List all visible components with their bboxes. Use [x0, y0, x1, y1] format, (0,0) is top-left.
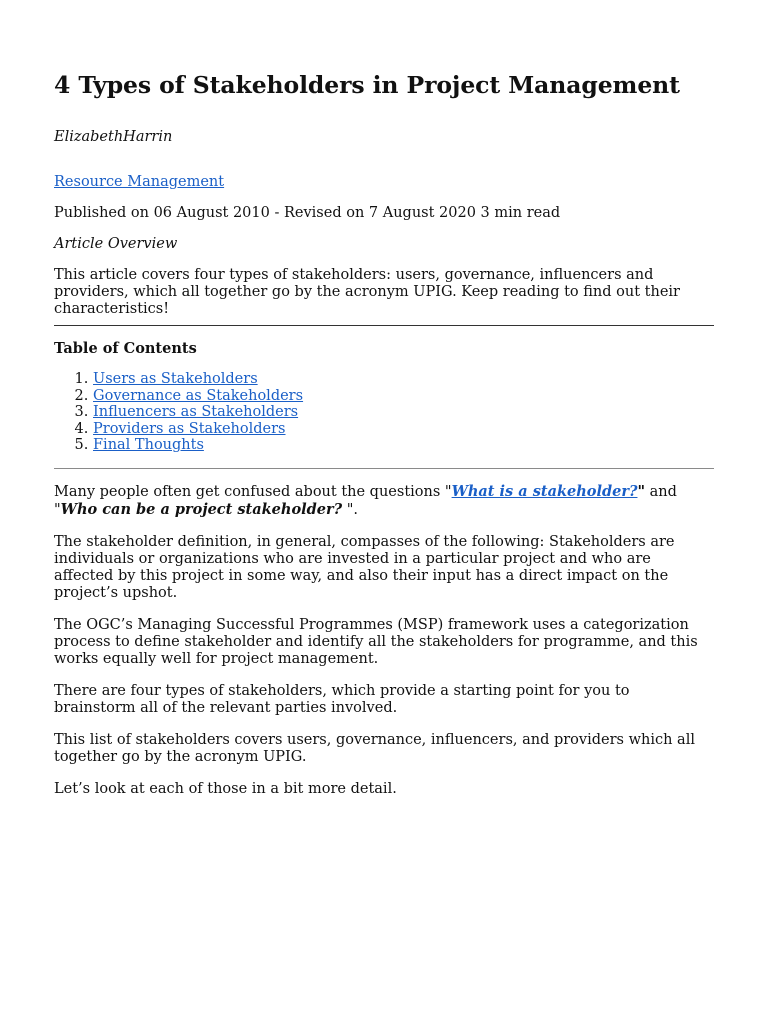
- toc-link-users[interactable]: Users as Stakeholders: [93, 371, 258, 387]
- paragraph-msp: The OGC’s Managing Successful Programmes (MSP) framework uses a categorization process to define stakeholder and identify all the stakeholders for programme, and this works equally well for project management.: [54, 616, 698, 667]
- category-link[interactable]: Resource Management: [54, 174, 225, 190]
- article-overview-label: Article Overview: [54, 236, 178, 252]
- toc-item-influencers: [93, 404, 714, 421]
- summary-divider: [54, 325, 714, 326]
- paragraph-upig: This list of stakeholders covers users, governance, influencers, and providers which all together go by the acronym UPIG.: [54, 731, 695, 765]
- toc-link-final-thoughts[interactable]: Final Thoughts: [93, 437, 204, 454]
- toc-item-users: [93, 371, 714, 388]
- toc-link-governance[interactable]: Governance as Stakeholders: [93, 387, 304, 404]
- intro-closing-quote: ": [637, 482, 646, 500]
- paragraph-definition: The stakeholder definition, in general, compasses of the following: Stakeholders are individuals or organizations who are invested in a particular project and who are affected by this project in some way, and also their input has a direct impact on the project’s upshot.: [54, 533, 675, 601]
- paragraph-four-types: There are four types of stakeholders, which provide a starting point for you to brainstorm all of the relevant parties involved.: [54, 682, 630, 716]
- what-is-stakeholder-link[interactable]: What is a stakeholder?: [451, 482, 638, 500]
- toc-link-providers[interactable]: Providers as Stakeholders: [93, 420, 286, 437]
- intro-suffix: ".: [342, 501, 359, 518]
- intro-paragraph: [54, 483, 714, 519]
- paragraph-closing: Let’s look at each of those in a bit more detail.: [54, 780, 397, 797]
- intro-prefix: Many people often get confused about the questions ": [54, 483, 452, 500]
- intro-bold-question: Who can be a project stakeholder?: [60, 500, 343, 518]
- toc-title: Table of Contents: [54, 340, 197, 357]
- toc-divider: [54, 468, 714, 469]
- author-name: ElizabethHarrin: [54, 129, 173, 145]
- table-of-contents: [54, 371, 714, 454]
- toc-item-providers: [93, 421, 714, 438]
- toc-item-governance: [93, 388, 714, 405]
- article-summary: This article covers four types of stakeholders: users, governance, influencers and providers, which all together go by the acronym UPIG. Keep reading to find out their characteristics!: [54, 267, 680, 317]
- toc-link-influencers[interactable]: Influencers as Stakeholders: [93, 404, 299, 421]
- category-line: [54, 174, 714, 191]
- toc-item-final-thoughts: [93, 437, 714, 454]
- intro-and: and ": [54, 483, 677, 518]
- page-title: 4 Types of Stakeholders in Project Management: [54, 71, 680, 99]
- publish-info: Published on 06 August 2010 - Revised on 7 August 2020 3 min read: [54, 205, 561, 221]
